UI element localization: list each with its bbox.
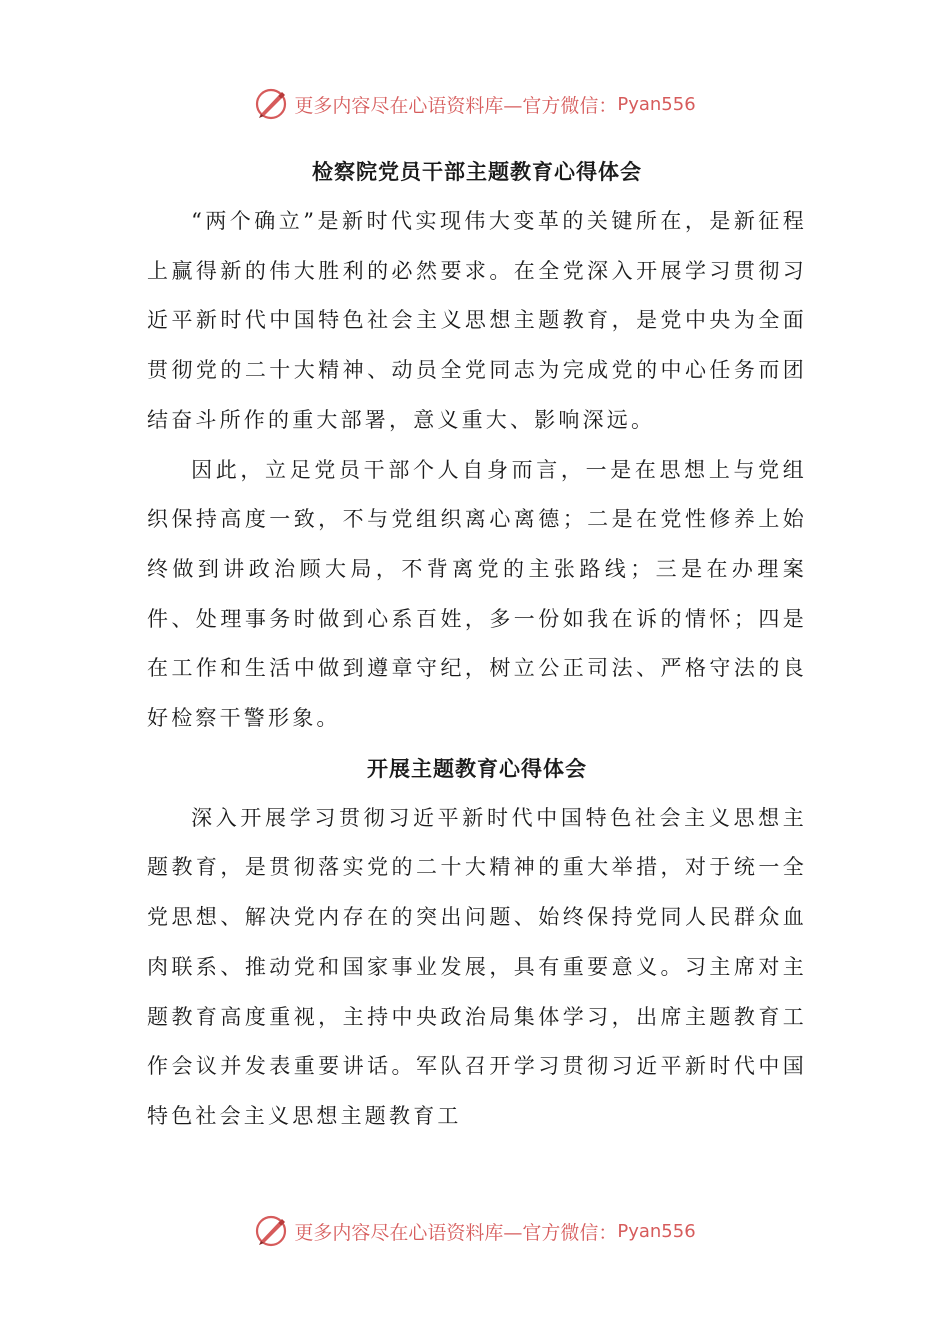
header-watermark	[0, 84, 950, 124]
document-body	[147, 147, 807, 1142]
pen-logo-icon	[254, 87, 288, 121]
watermark-wechat-id: Pyan556	[617, 1220, 696, 1242]
paragraph-2: 因此，立足党员干部个人自身而言，一是在思想上与党组织保持高度一致，不与党组织离心离德；二是在党性修养上始终做到讲政治顾大局，不背离党的主张路线；三是在办理案件、处理事务时做到心系百姓，多一份如我在诉的情怀；四是在工作和生活中做到遵章守纪，树立公正司法、严格守法的良好检察干警形象。	[147, 457, 807, 731]
article-title-1: 检察院党员干部主题教育心得体会	[312, 160, 642, 184]
footer-watermark	[0, 1211, 950, 1251]
article-title-2: 开展主题教育心得体会	[367, 756, 587, 781]
paragraph-1: “两个确立”是新时代实现伟大变革的关键所在，是新征程上赢得新的伟大胜利的必然要求。在全党深入开展学习贯彻习近平新时代中国特色社会主义思想主题教育，是党中央为全面贯彻党的二十大精神、动员全党同志为完成党的中心任务而团结奋斗所作的重大部署，意义重大、影响深远。	[147, 209, 807, 432]
paragraph-3: 深入开展学习贯彻习近平新时代中国特色社会主义思想主题教育，是贯彻落实党的二十大精神的重大举措，对于统一全党思想、解决党内存在的突出问题、始终保持党同人民群众血肉联系、推动党和国家事业发展，具有重要意义。习主席对主题教育高度重视，主持中央政治局集体学习，出席主题教育工作会议并发表重要讲话。军队召开学习贯彻习近平新时代中国特色社会主义思想主题教育工	[147, 805, 807, 1128]
pen-logo-icon	[254, 1214, 288, 1248]
watermark-text: 更多内容尽在心语资料库—官方微信：	[294, 1221, 618, 1244]
watermark-text: 更多内容尽在心语资料库—官方微信：	[294, 94, 618, 117]
watermark-wechat-id: Pyan556	[617, 93, 696, 115]
